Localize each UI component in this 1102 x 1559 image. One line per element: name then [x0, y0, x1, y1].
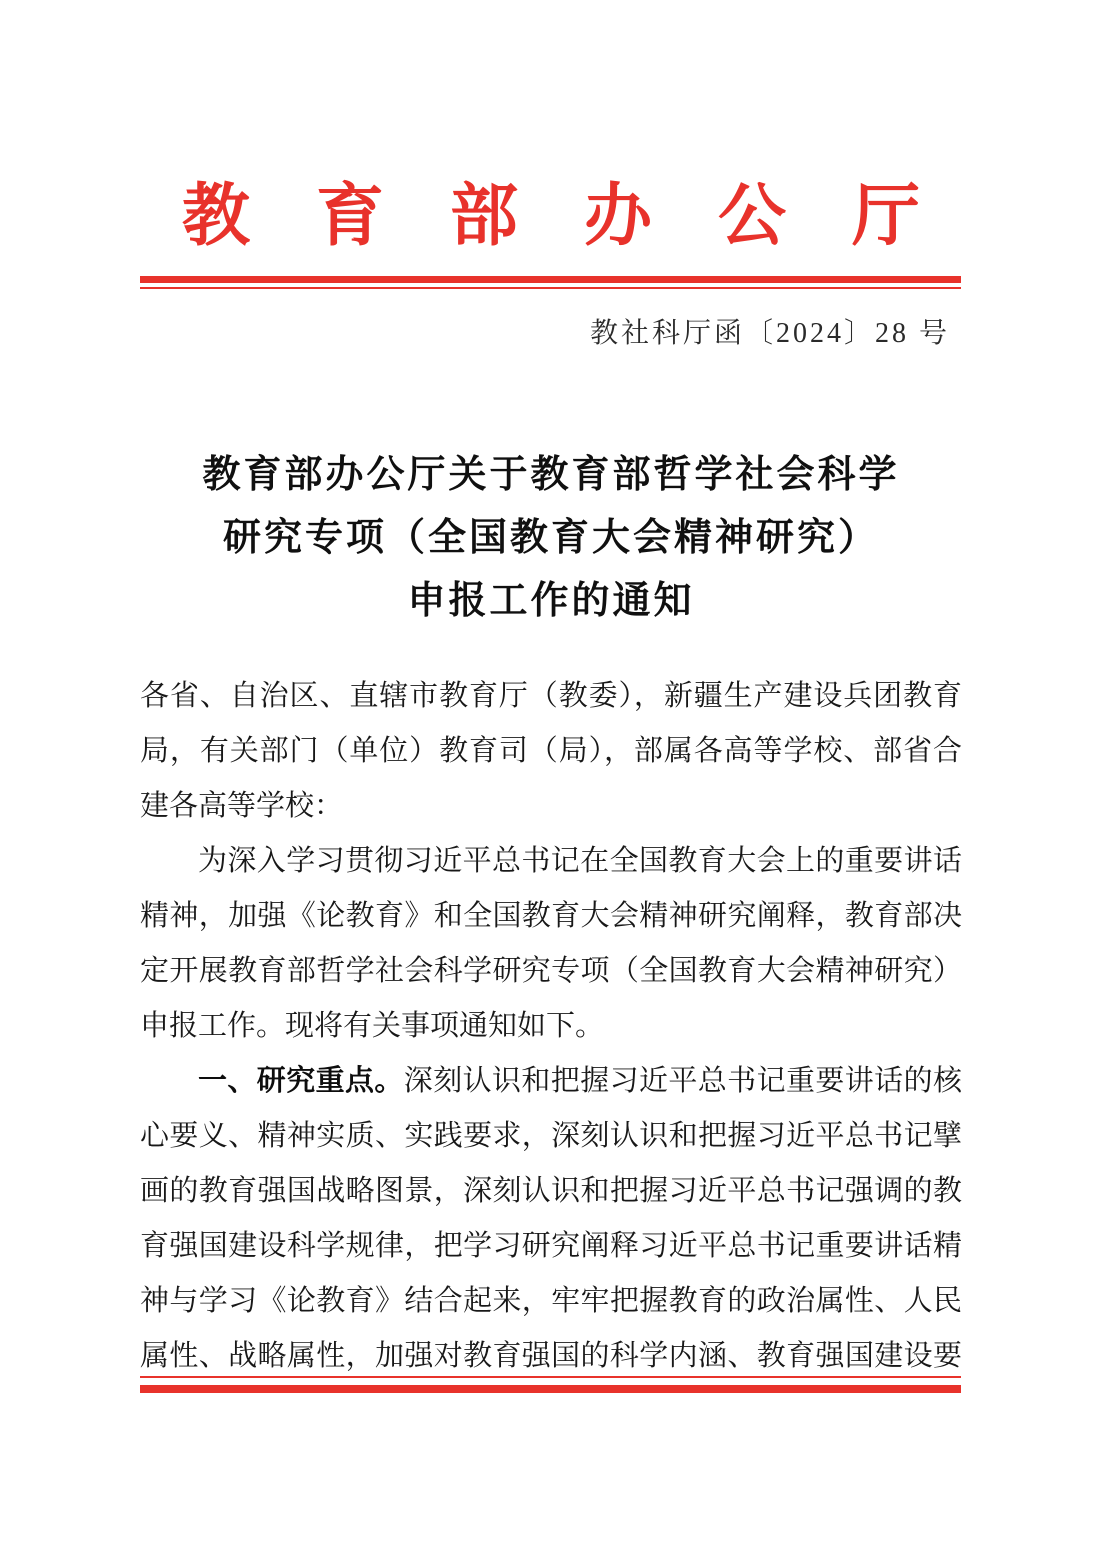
section-1-first-line: [140, 1054, 962, 1109]
document-number: 教社科厅函〔2024〕28 号: [589, 318, 950, 349]
notice-title-line-2: 研究专项（全国教育大会精神研究）: [222, 517, 879, 559]
section-1-line: 画的教育强国战略图景，深刻认识和把握习近平总书记强调的教: [140, 1175, 962, 1207]
section-1-line: 属性、战略属性，加强对教育强国的科学内涵、教育强国建设要: [140, 1340, 962, 1372]
section-1-line: 育强国建设科学规律，把学习研究阐释习近平总书记重要讲话精: [140, 1230, 962, 1262]
notice-title-line-1: 教育部办公厅关于教育部哲学社会科学: [202, 454, 900, 496]
intro-line: 申报工作。现将有关事项通知如下。: [140, 1010, 605, 1042]
recipients-line: 建各高等学校：: [140, 790, 344, 822]
recipients-line: 各省、自治区、直辖市教育厅（教委），新疆生产建设兵团教育: [140, 680, 962, 712]
section-1-heading: 一、研究重点。: [198, 1065, 404, 1097]
footer-rule-thick: [140, 1385, 961, 1393]
section-1-first-line-text: 深刻认识和把握习近平总书记重要讲话的核: [403, 1065, 962, 1097]
recipients-line: 局，有关部门（单位）教育司（局），部属各高等学校、部省合: [140, 735, 962, 767]
masthead-rule-thick: [140, 276, 961, 283]
notice-body: [140, 669, 962, 1384]
notice-title-line-3: 申报工作的通知: [407, 580, 695, 622]
section-1-line: 神与学习《论教育》结合起来，牢牢把握教育的政治属性、人民: [140, 1285, 962, 1317]
intro-line: 定开展教育部哲学社会科学研究专项（全国教育大会精神研究）: [140, 955, 962, 987]
section-1-line: 心要义、精神实质、实践要求，深刻认识和把握习近平总书记擘: [140, 1120, 962, 1152]
agency-masthead: 教育部办公厅: [181, 178, 986, 254]
footer-rule-thin: [140, 1376, 961, 1378]
intro-line: 精神，加强《论教育》和全国教育大会精神研究阐释，教育部决: [140, 900, 962, 932]
intro-line: 为深入学习贯彻习近平总书记在全国教育大会上的重要讲话: [198, 845, 962, 877]
masthead-rule-thin: [140, 287, 961, 289]
notice-title: [0, 444, 1102, 633]
